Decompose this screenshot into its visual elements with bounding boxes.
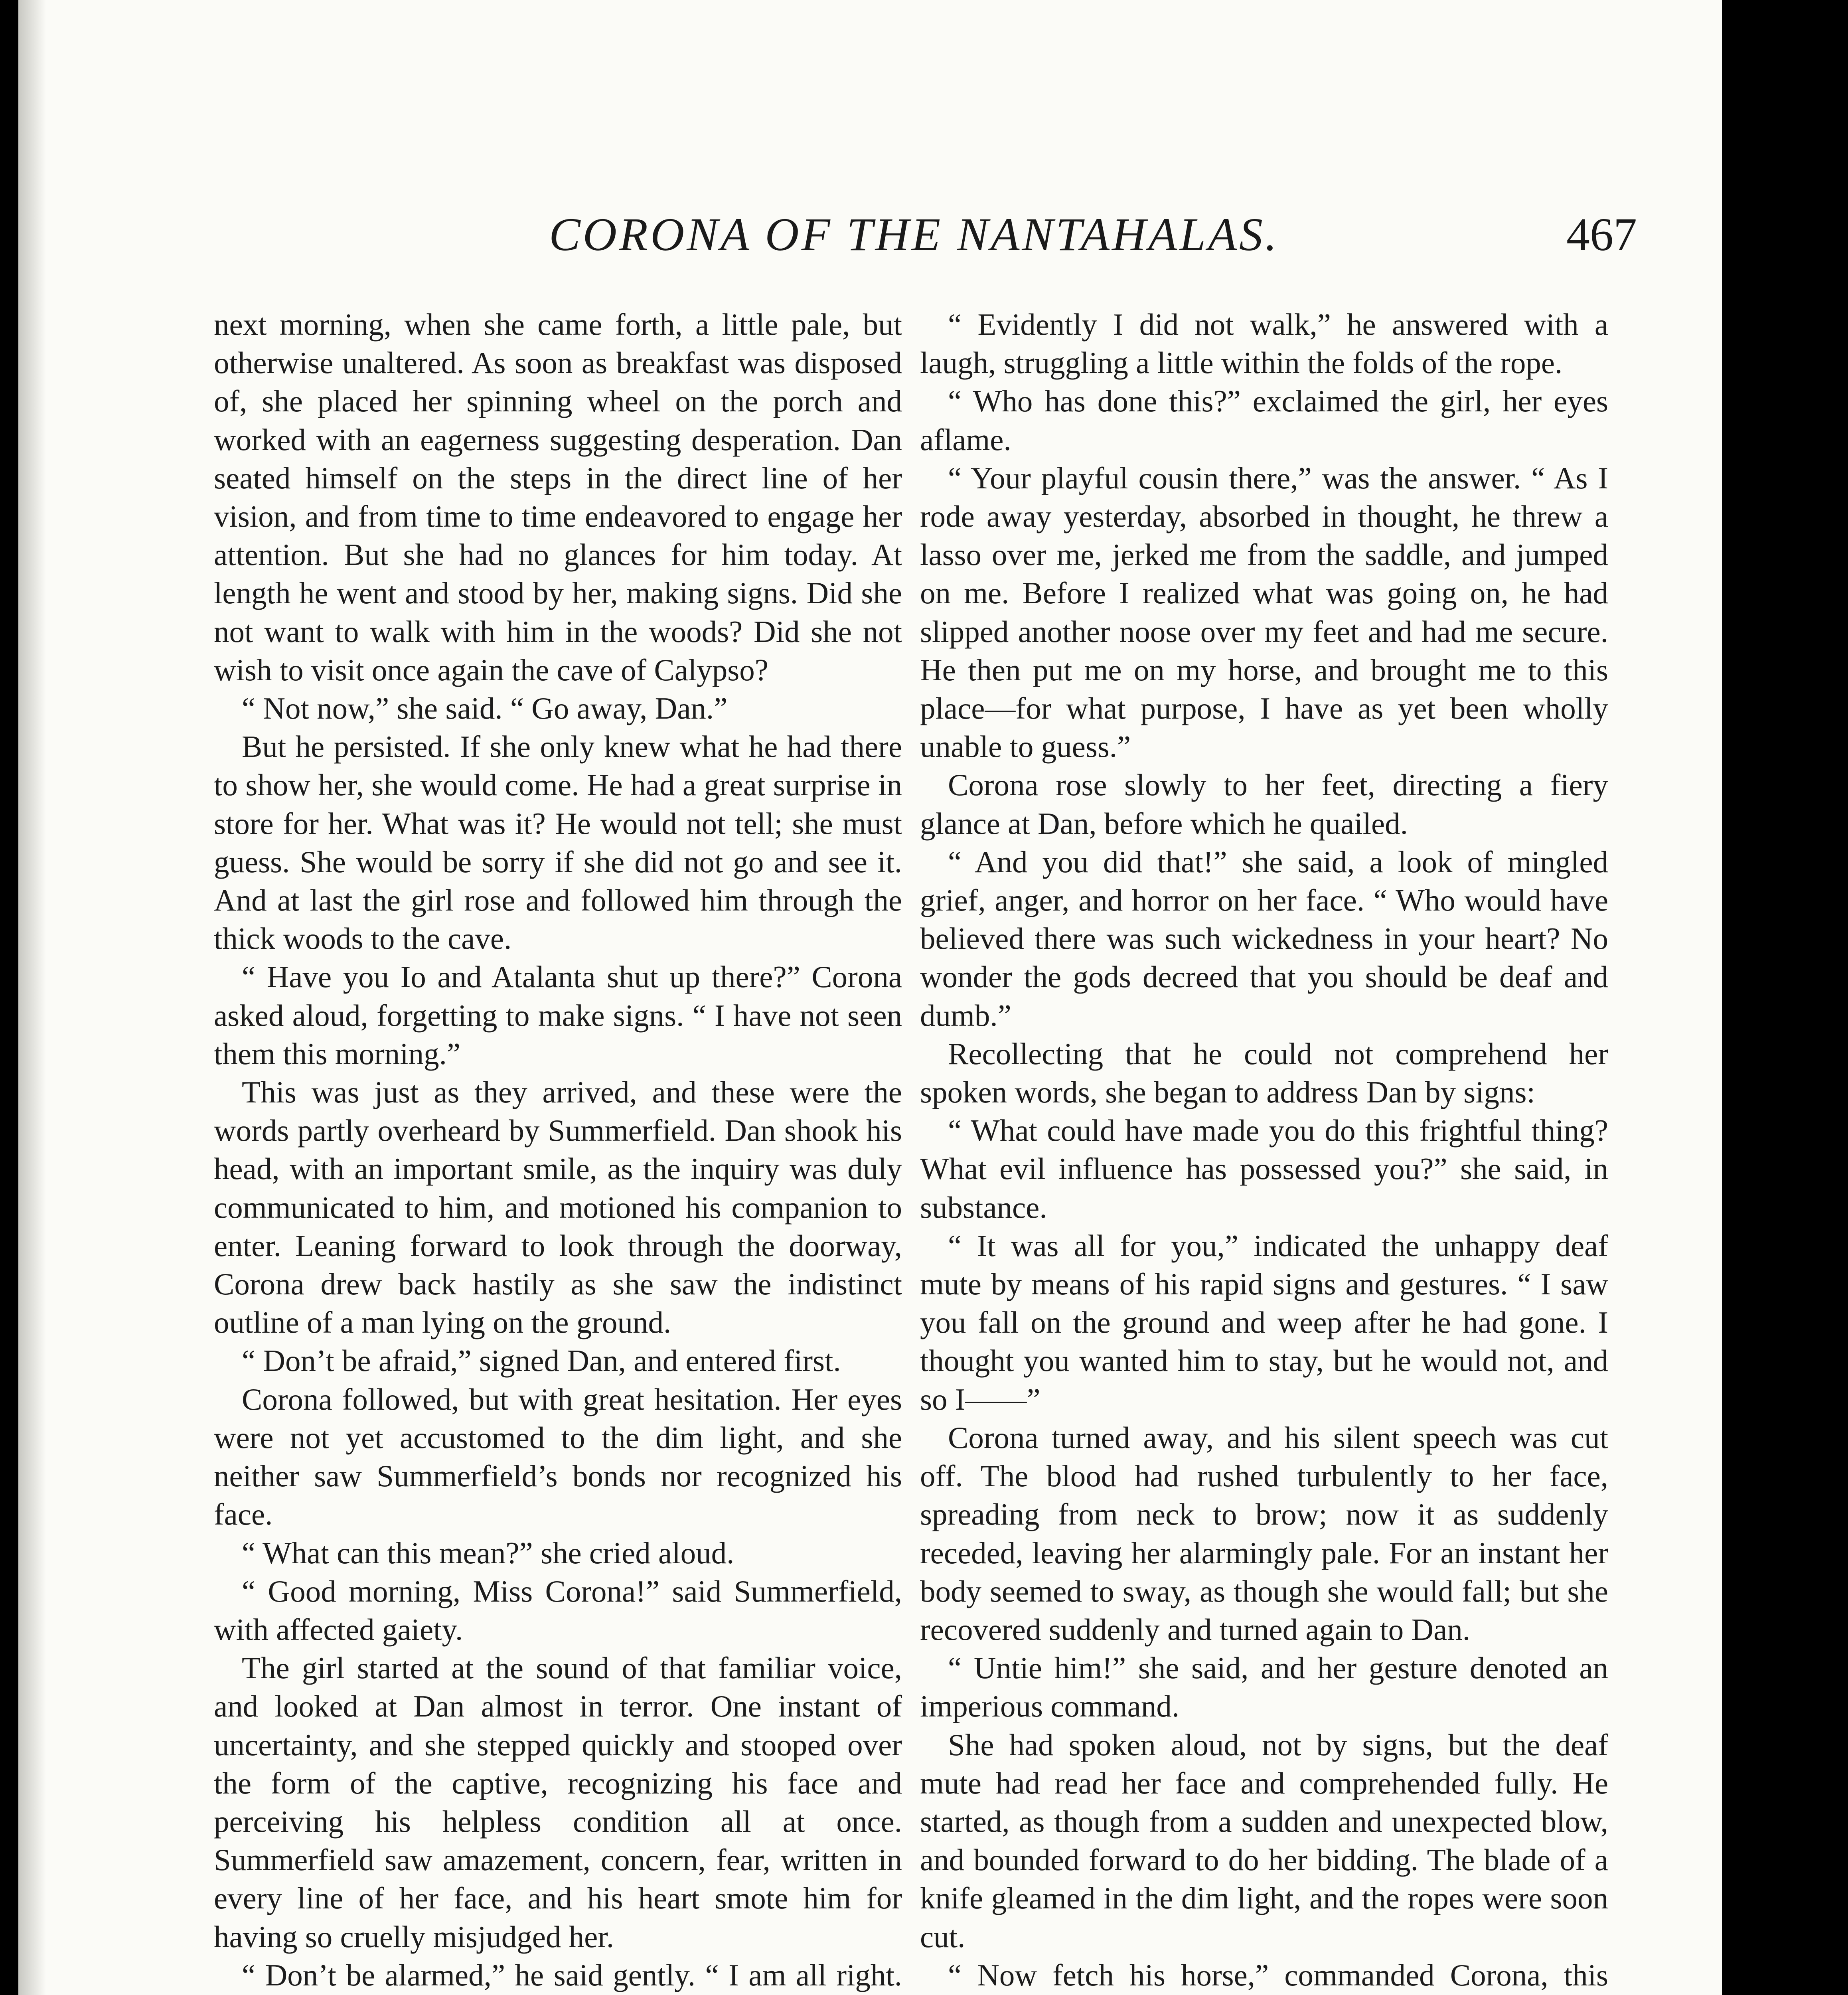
paragraph: Corona turned away, and his silent speech was cut off. The blood had rushed turbulently to her face, spreading from neck to brow; now it as suddenly receded, leaving her alarmingly pale. For an instant her body seemed to sway, as though she would fall; but she recovered suddenly and turned again to Dan. bbox=[920, 1420, 1608, 1647]
paragraph: She had spoken aloud, not by signs, but the deaf mute had read her face and comprehended fully. He started, as though from a sudden and unexpected blow, and bounded forward to do her bidding. The blade of a knife gleamed in the dim light, and the ropes were soon cut. bbox=[920, 1727, 1608, 1954]
paragraph: The girl started at the sound of that familiar voice, and looked at Dan almost in terror. One instant of uncertainty, and she stepped quickly and stooped over the form of the captive, recognizing his face and perceiving his helpless condition all at once. Summerfield saw amazement, concern, fear, written in every line of her face, and his heart smote him for having so cruelly misjudged her. bbox=[214, 1651, 902, 1954]
paragraph: “ Evidently I did not walk,” he answered with a laugh, struggling a little within the folds of the rope. bbox=[920, 307, 1608, 380]
paragraph: Recollecting that he could not comprehend her spoken words, she began to address Dan by signs: bbox=[920, 1036, 1608, 1110]
paragraph: “ And you did that!” she said, a look of mingled grief, anger, and horror on her face. “ Who would have believed there was such wickedness in your heart? No wonder the gods decreed that you should be deaf and dumb.” bbox=[920, 844, 1608, 1033]
left-column bbox=[214, 305, 902, 1995]
paragraph: “ Good morning, Miss Corona!” said Summerfield, with affected gaiety. bbox=[214, 1574, 902, 1647]
paragraph: “ Your playful cousin there,” was the answer. “ As I rode away yesterday, absorbed in thought, he threw a lasso over me, jerked me from the saddle, and jumped on me. Before I realized what was going on, he had slipped another noose over my feet and had me secure. He then put me on my horse, and brought me to this place—for what purpose, I have as yet been wholly unable to guess.” bbox=[920, 460, 1608, 764]
right-column bbox=[920, 305, 1608, 1995]
paragraph: “ Untie him!” she said, and her gesture denoted an imperious command. bbox=[920, 1651, 1608, 1724]
paragraph: “ Don’t be afraid,” signed Dan, and entered first. bbox=[242, 1343, 841, 1378]
running-title: CORONA OF THE NANTAHALAS. bbox=[549, 208, 1279, 261]
paragraph: Corona followed, but with great hesitation. Her eyes were not yet accustomed to the dim light, and she neither saw Summerfield’s bonds nor recognized his face. bbox=[214, 1382, 902, 1532]
paragraph: “ Who has done this?” exclaimed the girl, her eyes aflame. bbox=[920, 384, 1608, 457]
paragraph: “ What can this mean?” she cried aloud. bbox=[242, 1535, 734, 1570]
paragraph: “ What could have made you do this frightful thing? What evil influence has possessed you?” she said, in substance. bbox=[920, 1113, 1608, 1225]
paragraph: Corona rose slowly to her feet, directing a fiery glance at Dan, before which he quailed. bbox=[920, 768, 1608, 841]
paragraph: next morning, when she came forth, a little pale, but otherwise unaltered. As soon as breakfast was disposed of, she placed her spinning wheel on the porch and worked with an eagerness suggesting desperation. Dan seated himself on the steps in the direct line of her vision, and from time to time endeavored to engage her attention. But she had no glances for him today. At length he went and stood by her, making signs. Did she not want to walk with him in the woods? Did she not wish to visit once again the cave of Calypso? bbox=[214, 307, 902, 687]
paragraph: But he persisted. If she only knew what he had there to show her, she would come. He had a great surprise in store for her. What was it? He would not tell; she must guess. She would be sorry if she did not go and see it. And at last the girl rose and followed him through the thick woods to the cave. bbox=[214, 729, 902, 956]
page-number: 467 bbox=[1566, 208, 1637, 261]
paragraph: “ Don’t be alarmed,” he said gently. “ I am all right. bbox=[242, 1957, 902, 1992]
book-page bbox=[18, 0, 1722, 1995]
paragraph: This was just as they arrived, and these were the words partly overheard by Summerfield. Dan shook his head, with an important smile, as the inquiry was duly communicated to him, and motioned his companion to enter. Leaning forward to look through the doorway, Corona drew back hastily as she saw the indistinct outline of a man lying on the ground. bbox=[214, 1075, 902, 1340]
gutter-shadow bbox=[18, 0, 46, 1995]
paragraph: “ Not now,” she said. “ Go away, Dan.” bbox=[242, 691, 728, 726]
paragraph: “ Now fetch his horse,” commanded Corona, this bbox=[948, 1957, 1608, 1992]
paragraph: “ It was all for you,” indicated the unhappy deaf mute by means of his rapid signs and gestures. “ I saw you fall on the ground and weep after he had gone. I thought you wanted him to stay, but he would not, and so I——” bbox=[920, 1228, 1608, 1416]
paragraph: “ Have you Io and Atalanta shut up there?” Corona asked aloud, forgetting to make signs. “ I have not seen them this morning.” bbox=[214, 960, 902, 1071]
